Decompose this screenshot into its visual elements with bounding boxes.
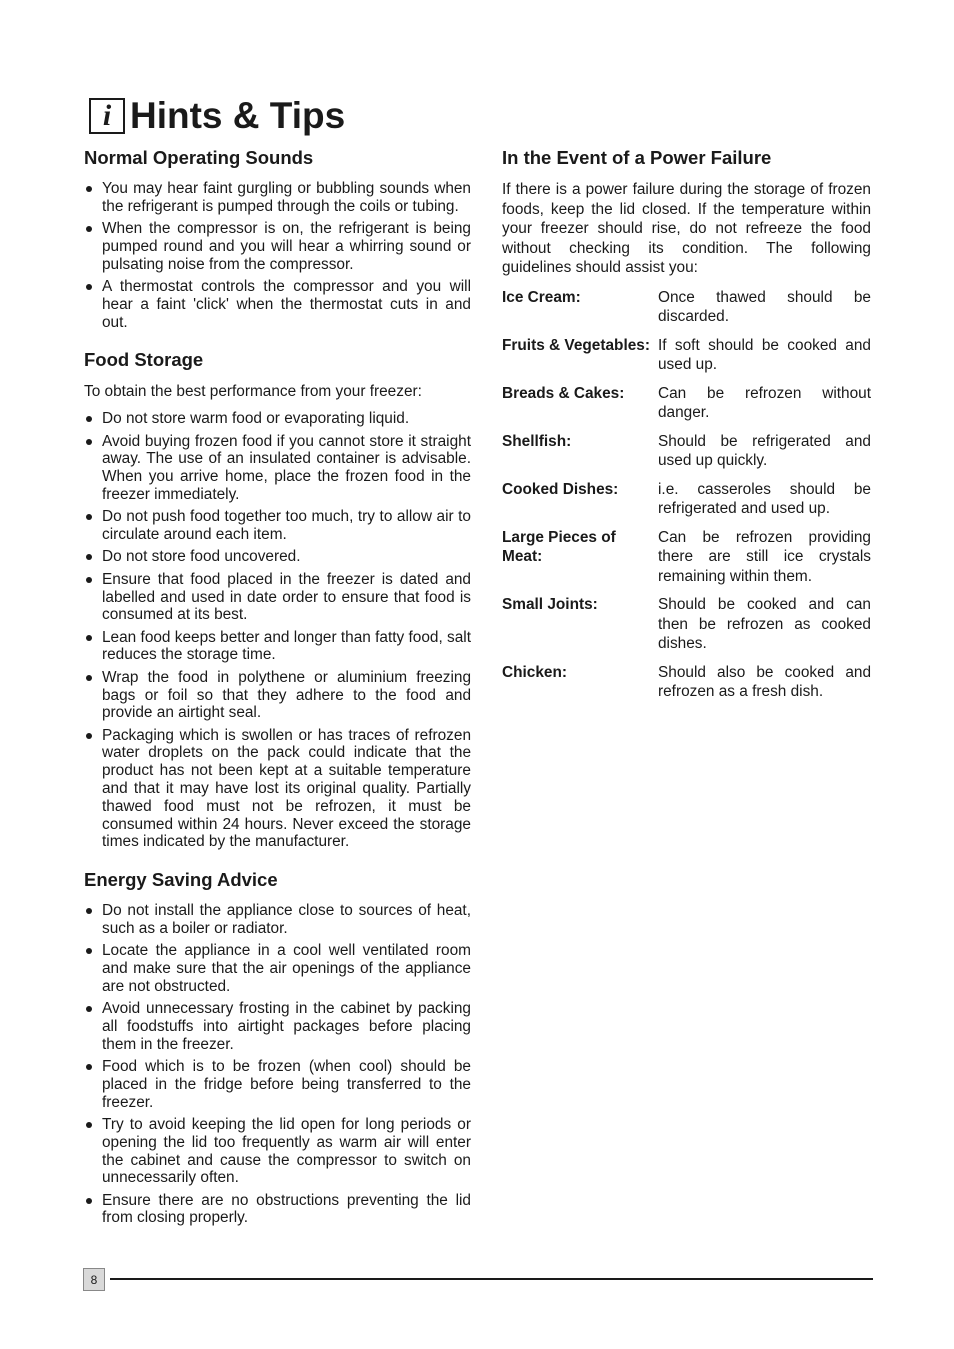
guideline-label: Shellfish: xyxy=(502,432,572,450)
list-item: Ensure there are no obstructions preventing the lid from closing properly. xyxy=(84,1192,471,1228)
guideline-row xyxy=(502,595,871,654)
guideline-text: i.e. casseroles should be refrigerated and used up. xyxy=(658,480,871,517)
section-energy-saving-advice xyxy=(84,868,471,1227)
guidelines-list xyxy=(502,288,871,702)
section-heading: In the Event of a Power Failure xyxy=(502,147,772,168)
guideline-text: Can be refrozen providing there are still ice crystals remaining within them. xyxy=(658,528,871,585)
guideline-row xyxy=(502,528,871,587)
list-item: Try to avoid keeping the lid open for long periods or opening the lid too frequently as warm air will enter the cabinet and cause the compressor to switch on unnecessarily often. xyxy=(84,1116,471,1187)
left-column xyxy=(84,146,471,1244)
section-heading: Normal Operating Sounds xyxy=(84,147,314,168)
guideline-label: Fruits & Vegetables: xyxy=(502,336,650,354)
page-number: 8 xyxy=(83,1268,105,1291)
guideline-label: Cooked Dishes: xyxy=(502,480,619,498)
list-item: Avoid buying frozen food if you cannot store it straight away. The use of an insulated container is advisable. When you arrive home, place the frozen food in the freezer immediately. xyxy=(84,433,471,504)
guideline-row xyxy=(502,384,871,423)
guideline-text: If soft should be cooked and used up. xyxy=(658,336,871,373)
guideline-row xyxy=(502,288,871,327)
footer-rule xyxy=(110,1278,873,1280)
list-item: Food which is to be frozen (when cool) should be placed in the fridge before being transferred to the freezer. xyxy=(84,1058,471,1111)
guideline-text: Should also be cooked and refrozen as a fresh dish. xyxy=(658,663,871,700)
page-header xyxy=(89,95,345,137)
section-intro: If there is a power failure during the storage of frozen foods, keep the lid closed. If the temperature within your freezer should rise, do not refreeze the food without checking its condition. The following guidelines should assist you: xyxy=(502,181,871,276)
guideline-label: Small Joints: xyxy=(502,596,598,613)
info-icon: i xyxy=(89,98,125,134)
list-item: Avoid unnecessary frosting in the cabinet by packing all foodstuffs into airtight packages before placing them in the freezer. xyxy=(84,1000,471,1053)
list-item: Packaging which is swollen or has traces of refrozen water droplets on the pack could indicate that the product has not been kept at a suitable temperature and that it may have lost its original quality. Partially thawed food must not be refrozen, it must be consumed within 24 hours. Never exceed the storage times indicated by the manufacturer. xyxy=(84,727,471,852)
list-item: You may hear faint gurgling or bubbling sounds when the refrigerant is pumped through the coils or tubing. xyxy=(84,180,471,216)
guideline-text: Should be cooked and can then be refrozen as cooked dishes. xyxy=(658,596,871,652)
bullet-list xyxy=(84,180,471,331)
list-item: Do not store warm food or evaporating liquid. xyxy=(84,410,471,428)
guideline-label: Large Pieces of Meat: xyxy=(502,528,616,565)
guideline-label: Chicken: xyxy=(502,663,567,681)
bullet-list xyxy=(84,410,471,851)
guideline-text: Once thawed should be discarded. xyxy=(658,288,871,325)
list-item: Wrap the food in polythene or aluminium freezing bags or foil so that they adhere to the food and provide an airtight seal. xyxy=(84,669,471,722)
section-power-failure xyxy=(502,146,871,702)
list-item: Do not store food uncovered. xyxy=(84,548,471,566)
list-item: A thermostat controls the compressor and you will hear a faint 'click' when the thermostat cuts in and out. xyxy=(84,278,471,331)
guideline-label: Ice Cream: xyxy=(502,288,581,306)
section-heading: Energy Saving Advice xyxy=(84,869,278,891)
guideline-row xyxy=(502,432,871,471)
section-heading: Food Storage xyxy=(84,349,204,371)
list-item: Locate the appliance in a cool well ventilated room and make sure that the air openings of the appliance are not obstructed. xyxy=(84,942,471,995)
section-intro: To obtain the best performance from your freezer: xyxy=(84,383,422,401)
section-food-storage xyxy=(84,348,471,851)
page-footer xyxy=(83,1268,873,1291)
page-title: Hints & Tips xyxy=(130,95,346,136)
guideline-row xyxy=(502,480,871,519)
guideline-label: Breads & Cakes: xyxy=(502,384,625,402)
right-column xyxy=(502,146,871,719)
guideline-text: Can be refrozen without danger. xyxy=(658,384,871,421)
guideline-text: Should be refrigerated and used up quickly. xyxy=(658,432,871,469)
section-normal-operating-sounds xyxy=(84,146,471,331)
list-item: Do not push food together too much, try to allow air to circulate around each item. xyxy=(84,508,471,544)
list-item: Lean food keeps better and longer than fatty food, salt reduces the storage time. xyxy=(84,629,471,665)
list-item: When the compressor is on, the refrigerant is being pumped round and you will hear a whirring sound or pulsating noise from the compressor. xyxy=(84,220,471,273)
guideline-row xyxy=(502,663,871,702)
guideline-row xyxy=(502,336,871,375)
list-item: Ensure that food placed in the freezer is dated and labelled and used in date order to ensure that food is consumed at its best. xyxy=(84,571,471,624)
list-item: Do not install the appliance close to sources of heat, such as a boiler or radiator. xyxy=(84,902,471,938)
bullet-list xyxy=(84,902,471,1227)
